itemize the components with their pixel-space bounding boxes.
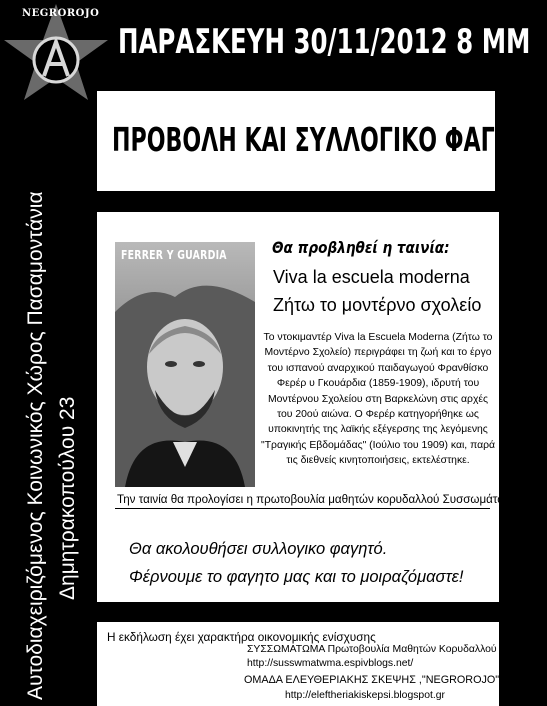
- organizer-2: ΟΜΑΔΑ ΕΛΕΥΘΕΡΙΑΚΗΣ ΣΚΕΨΗΣ ,"NEGROROJO": [244, 674, 500, 686]
- event-banner: [97, 91, 547, 191]
- organizer-2-url[interactable]: http://eleftheriakiskepsi.blogspot.gr: [285, 690, 445, 701]
- film-label: Θα προβληθεί η ταινία:: [272, 238, 450, 257]
- portrait-illustration: [115, 242, 255, 487]
- film-prologue: Την ταινία θα προλογίσει η πρωτοβουλία μαθητών κορυδαλλού Συσσωμάτωμα: [117, 493, 520, 506]
- venue-sidebar: [0, 120, 97, 706]
- film-poster-image: [115, 242, 255, 487]
- prologue-divider: [115, 508, 490, 509]
- banner-text: ΠΡΟΒΟΛΗ ΚΑΙ ΣΥΛΛΟΓΙΚΟ ΦΑΓΗΤΟ: [112, 120, 547, 159]
- film-title-spanish: Viva la escuela moderna: [273, 267, 470, 287]
- meal-announcement: Θα ακολουθήσει συλλογικο φαγητό.: [129, 540, 388, 558]
- logo-name: NEGROROJO: [22, 8, 100, 19]
- film-description: Το ντοκιμαντέρ Viva la Escuela Moderna (Ζήτω το Μοντέρνο Σχολείο) περιγράφει τη ζωή και το έργο του ισπανού αναρχικού παιδαγωγού Φρανθίσκο Φερέρ υ Γκουάρδια (1859-1909), ιδρυτή του Μοντέρνου Σχολείου στη Βαρκελώνη στις αρχές του 20ού αιώνα. Ο Φερέρ κατηγορήθηκε ως υποκινητής της λαϊκής εξέγερσης της λεγόμενης "Τραγικής Εβδομάδας" (Ιούλιο του 1909) και, παρά τις διεθνείς κινητοποιήσεις, εκτελέστηκε.: [261, 332, 496, 467]
- venue-name: Αυτοδιαχειριζόμενος Κοινωνικός Χώρος Πασαμοντάνια: [24, 191, 47, 700]
- organizer-1-url[interactable]: http://susswmatwma.espivblogs.net/: [247, 658, 414, 669]
- meal-share-note: Φέρνουμε το φαγητο μας και το μοιραζόμαστε!: [129, 568, 464, 586]
- negrorojo-logo: [0, 0, 112, 112]
- event-date-time: ΠΑΡΑΣΚΕΥΗ 30/11/2012 8 ΜΜ: [118, 22, 531, 62]
- economic-support-note: Η εκδήλωση έχει χαρακτήρα οικονομικής ενίσχυσης: [107, 630, 376, 644]
- venue-address: Δημητρακοπούλου 23: [56, 396, 79, 600]
- organizer-1: ΣΥΣΣΩΜΑΤΩΜΑ Πρωτοβουλία Μαθητών Κορυδαλλού: [247, 644, 497, 655]
- content-panel: [97, 212, 520, 602]
- film-title-greek: Ζήτω το μοντέρνο σχολείο: [273, 295, 482, 315]
- poster-title: FERRER Y GUARDIA: [121, 248, 227, 262]
- footer-panel: [97, 622, 499, 706]
